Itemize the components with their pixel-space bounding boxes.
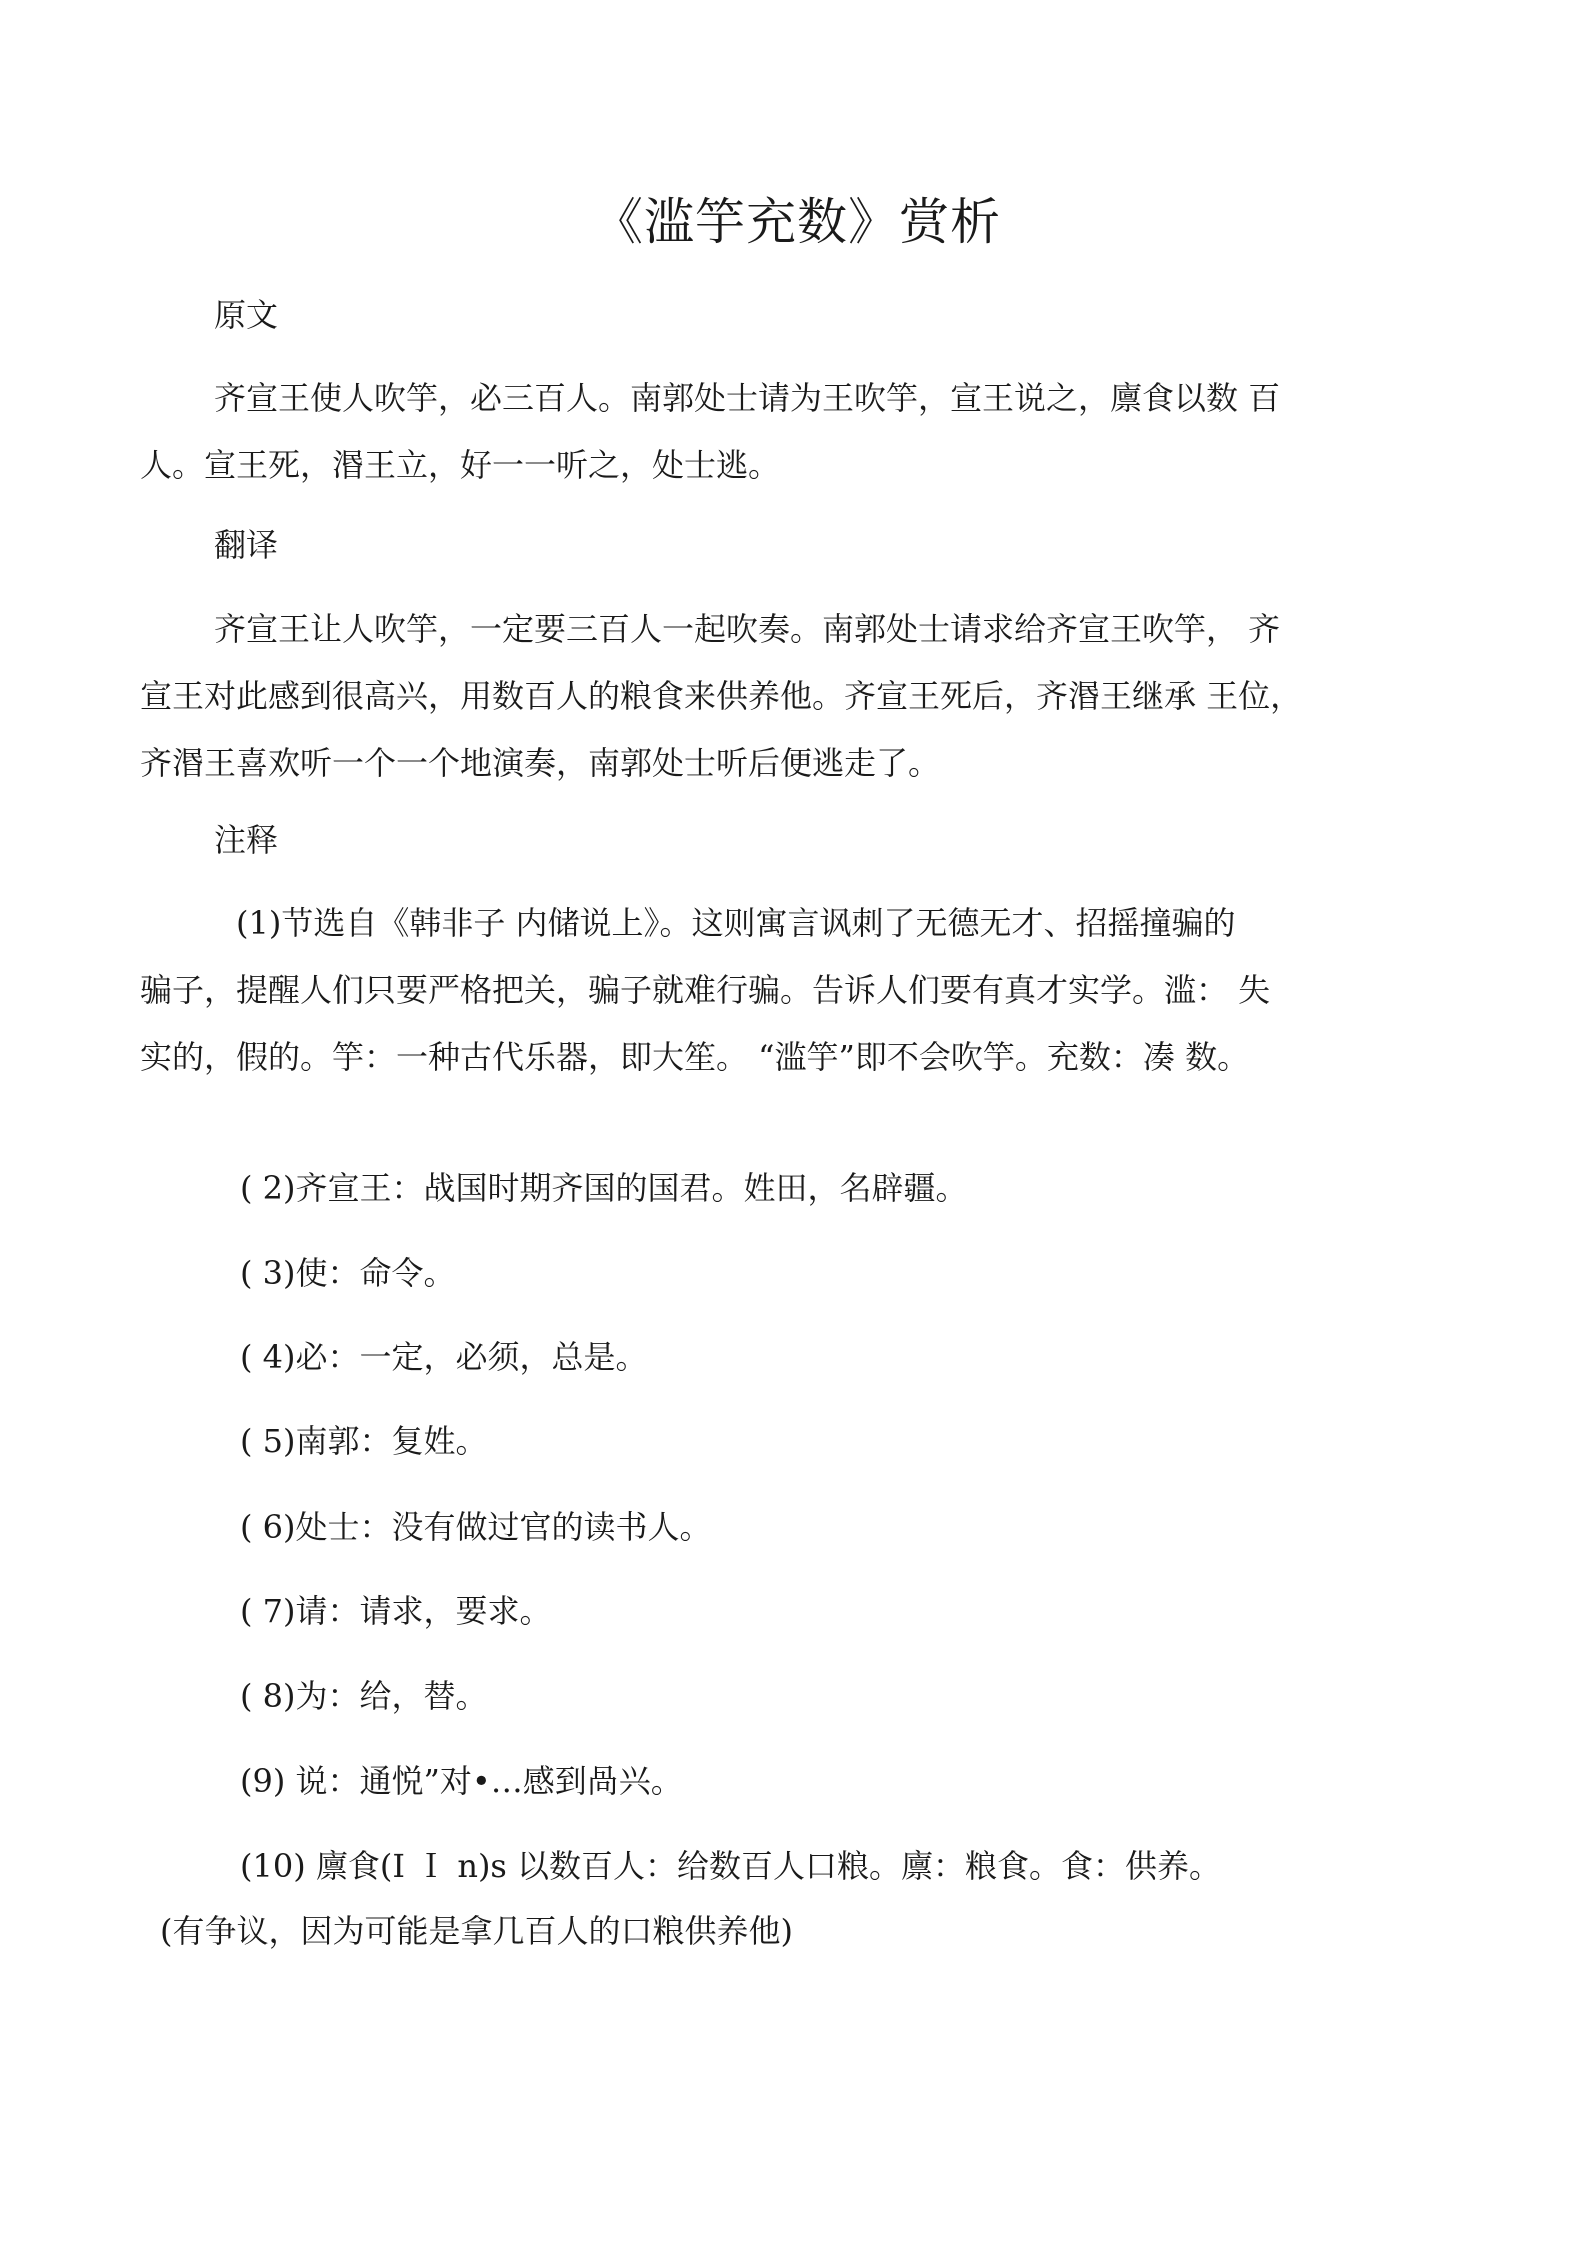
translation-line-3: 齐湣王喜欢听一个一个地演奏，南郭处士听后便逃走了。 xyxy=(140,744,941,782)
note-9: (9) 说：通悦”对•…感到咼兴。 xyxy=(240,1762,683,1800)
note-1-line-2: 骗子，提醒人们只要严格把关，骗子就难行骗。告诉人们要有真才实学。滥： 失 xyxy=(140,971,1271,1009)
paragraph-original xyxy=(140,365,1402,499)
heading-notes: 注释 xyxy=(214,821,279,859)
note-1-line-1: (1)节选自《韩非子 内储说上》。这则寓言讽刺了无德无才、招摇撞骗的 xyxy=(236,904,1236,942)
note-3: ( 3)使：命令。 xyxy=(240,1254,456,1292)
note-7: ( 7)请：请求，要求。 xyxy=(240,1592,552,1630)
note-5: ( 5)南郭：复姓。 xyxy=(240,1422,488,1460)
original-line-1: 齐宣王使人吹竽，必三百人。南郭处士请为王吹竽，宣王说之，廪食以数 百 xyxy=(214,379,1281,417)
note-4: ( 4)必：一定，必须，总是。 xyxy=(240,1338,648,1376)
note-1 xyxy=(140,890,1402,1091)
note-2: ( 2)齐宣王：战国时期齐国的国君。姓田，名辟疆。 xyxy=(240,1169,968,1207)
note-1-line-3: 实的，假的。竽：一种古代乐器，即大笙。 “滥竽”即不会吹竽。充数：凑 数。 xyxy=(140,1038,1250,1076)
paragraph-translation xyxy=(140,596,1402,797)
document-title: 《滥竽充数》赏析 xyxy=(593,193,1001,251)
heading-original: 原文 xyxy=(214,296,279,334)
note-8: ( 8)为：给，替。 xyxy=(240,1677,488,1715)
original-line-2: 人。宣王死，湣王立，好一一听之，处士逃。 xyxy=(140,446,781,484)
translation-line-1: 齐宣王让人吹竽，一定要三百人一起吹奏。南郭处士请求给齐宣王吹竽， 齐 xyxy=(214,610,1281,648)
note-10: (10) 廪食(I Ｉ n)s 以数百人：给数百人口粮。廪：粮食。食：供养。 xyxy=(240,1847,1222,1885)
translation-line-2: 宣王对此感到很高兴，用数百人的粮食来供养他。齐宣王死后，齐湣王继承 王位， xyxy=(140,677,1303,715)
heading-translation: 翻译 xyxy=(214,526,279,564)
note-10-continuation: (有争议，因为可能是拿几百人的口粮供养他) xyxy=(160,1912,793,1950)
note-6: ( 6)处士：没有做过官的读书人。 xyxy=(240,1508,712,1546)
